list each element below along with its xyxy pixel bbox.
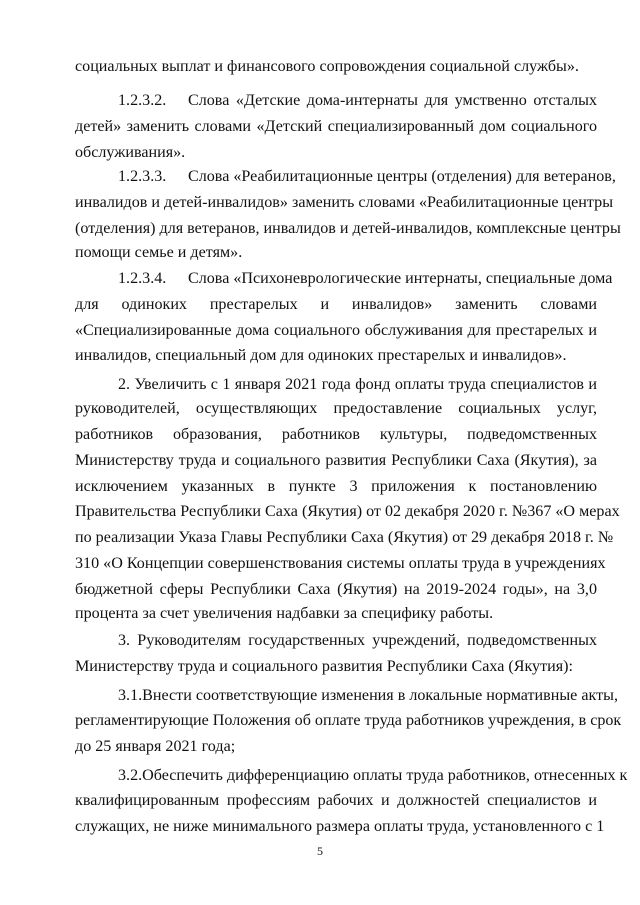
text-line: квалифицированным профессиям рабочих и должностей специалистов и: [75, 792, 597, 809]
clause-number: 1.2.3.2.: [118, 92, 167, 109]
text-line: для одиноких престарелых и инвалидов» заменить словами: [75, 296, 597, 313]
text-line: процента за счет увеличения надбавки за специфику работы.: [75, 605, 494, 622]
text-line: 2. Увеличить с 1 января 2021 года фонд оплаты труда специалистов и: [118, 376, 597, 393]
text-line: Слова «Реабилитационные центры (отделения) для ветеранов,: [188, 168, 616, 185]
text-line: Слова «Психоневрологические интернаты, специальные дома: [188, 270, 613, 287]
text-line: Слова «Детские дома-интернаты для умственно отсталых: [188, 92, 597, 109]
text-line: регламентирующие Положения об оплате труда работников учреждения, в срок: [75, 712, 622, 729]
text-line: инвалидов и детей-инвалидов» заменить словами «Реабилитационные центры: [75, 194, 614, 211]
text-line: руководителей, осуществляющих предоставление социальных услуг,: [75, 400, 597, 417]
text-line: инвалидов, специальный дом для одиноких престарелых и инвалидов».: [75, 347, 567, 364]
text-line: Правительства Республики Саха (Якутия) от 02 декабря 2020 г. №367 «О мерах: [75, 503, 620, 520]
page-number: 5: [317, 844, 323, 858]
text-line: исключением указанных в пункте 3 приложения к постановлению: [75, 478, 597, 495]
text-line: детей» заменить словами «Детский специализированный дом социального: [75, 118, 597, 135]
text-line: «Специализированные дома социального обслуживания для престарелых и: [75, 322, 597, 339]
clause-number: 1.2.3.3.: [118, 168, 167, 185]
clause-number: 1.2.3.4.: [118, 270, 167, 287]
text-line: (отделения) для ветеранов, инвалидов и детей-инвалидов, комплексные центры: [75, 220, 621, 237]
text-line: 3. Руководителям государственных учреждений, подведомственных: [118, 632, 597, 649]
text-line: Министерству труда и социального развития Республики Саха (Якутия):: [75, 658, 573, 675]
text-line: по реализации Указа Главы Республики Саха (Якутия) от 29 декабря 2018 г. №: [75, 529, 614, 546]
text-line: работников образования, работников культуры, подведомственных: [75, 426, 597, 443]
text-line: 310 «О Концепции совершенствования системы оплаты труда в учреждениях: [75, 555, 606, 572]
text-line: служащих, не ниже минимального размера оплаты труда, установленного с 1: [75, 818, 605, 835]
text-line: 3.2.Обеспечить дифференциацию оплаты труда работников, отнесенных к: [118, 767, 628, 784]
text-line: обслуживания».: [75, 144, 186, 161]
text-line: Министерству труда и социального развития Республики Саха (Якутия), за: [75, 452, 597, 469]
text-line: бюджетной сферы Республики Саха (Якутия) на 2019-2024 годы», на 3,0: [75, 581, 597, 598]
text-line: социальных выплат и финансового сопровождения социальной службы».: [75, 58, 579, 75]
text-line: 3.1.Внести соответствующие изменения в локальные нормативные акты,: [118, 687, 618, 704]
text-line: до 25 января 2021 года;: [75, 738, 236, 755]
text-line: помощи семье и детям».: [75, 244, 243, 261]
